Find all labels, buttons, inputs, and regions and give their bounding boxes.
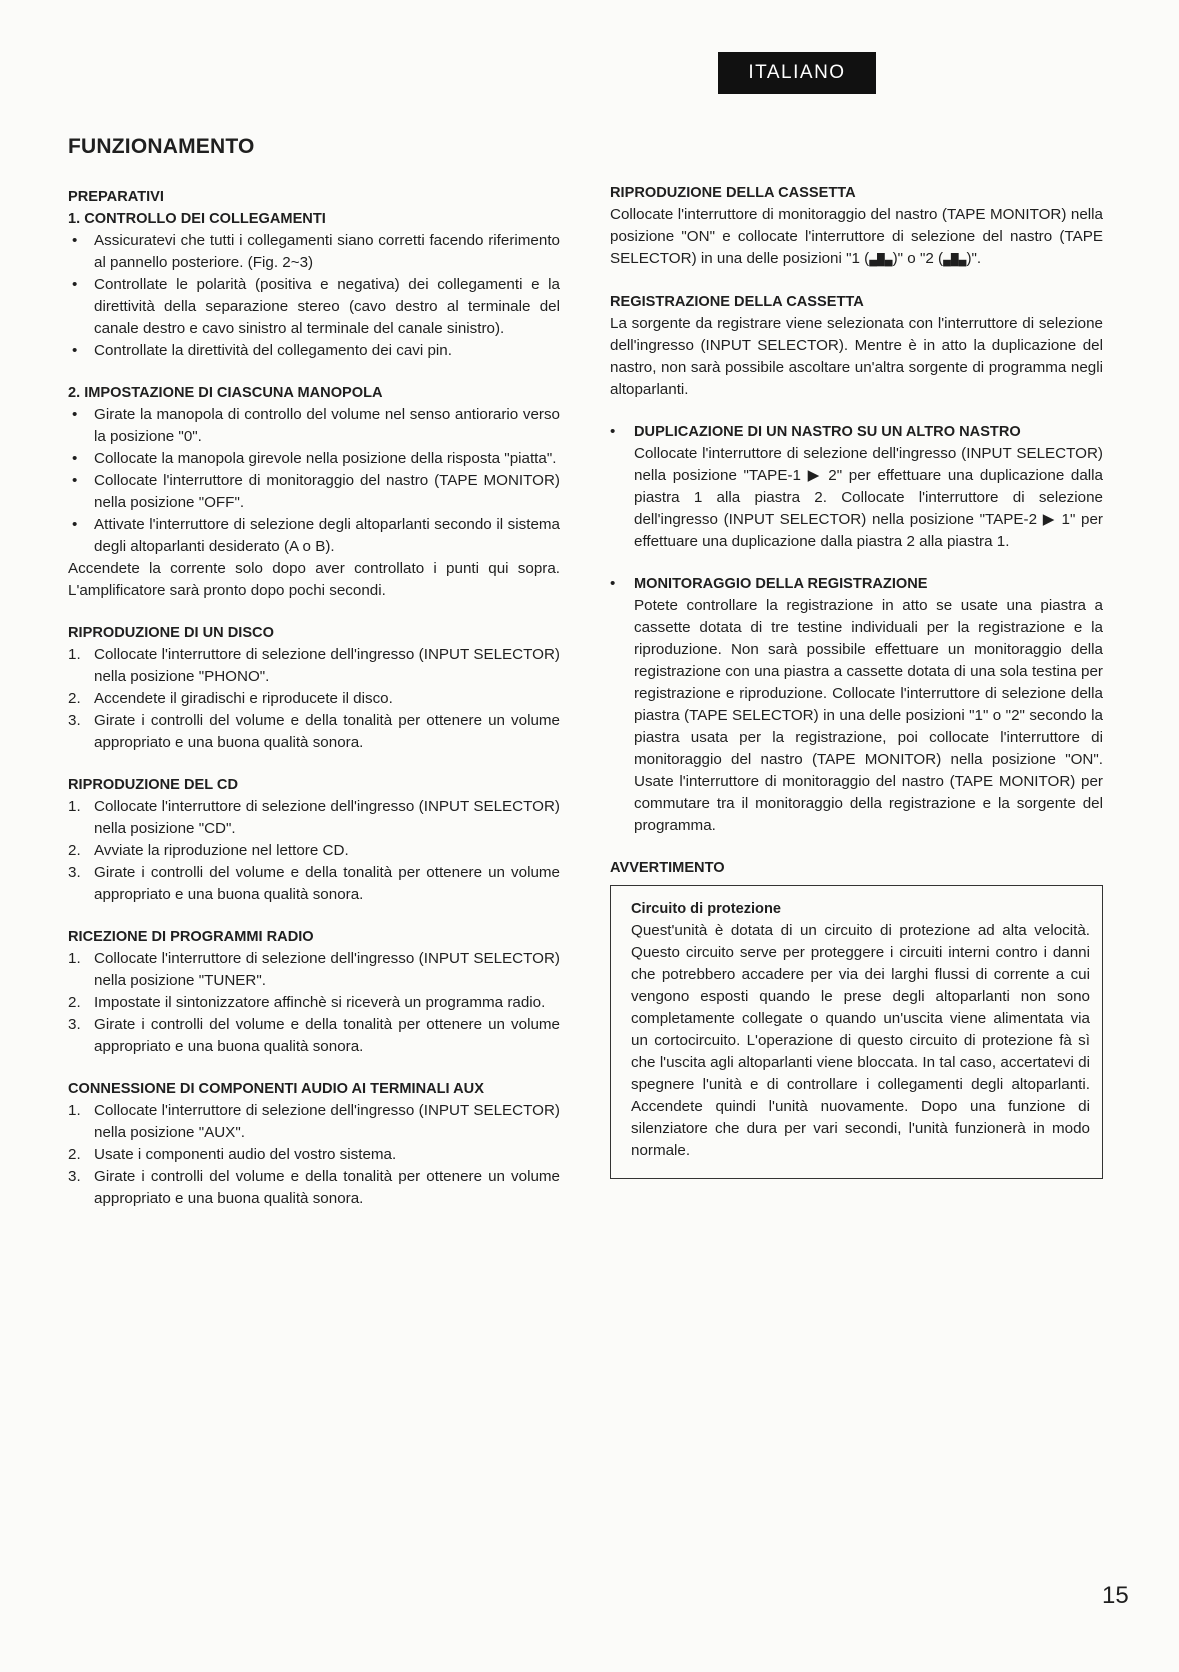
list-item: 3. Girate i controlli del volume e della tonalità per ottenere un volume appropriato e una buona qualità sonora. (68, 712, 560, 751)
section-cd-playback (68, 774, 560, 906)
list-item: • Girate la manopola di controllo del volume nel senso antiorario verso la posizione "0". (94, 404, 560, 448)
left-column (68, 186, 560, 1230)
language-badge: ITALIANO (718, 52, 876, 94)
knob-settings-heading: 2. IMPOSTAZIONE DI CIASCUNA MANOPOLA (68, 385, 383, 401)
section-disc-playback (68, 622, 560, 754)
list-item: 1. Collocate l'interruttore di selezione dell'ingresso (INPUT SELECTOR) nella posizione "CD". (68, 798, 560, 837)
protection-circuit-text: Quest'unità è dotata di un circuito di protezione ad alta velocità. Questo circuito serve per proteggere i circuiti interni contro i danni che potrebbero accadere per via dei larghi flussi di corrente a cui vengono esposti quando le prese degli altoparlanti non sono completamente collegate o quando un'uscita viene alimentata via un cortocircuito. L'operazione di questo circuito di protezione fà sì che l'uscita agli altoparlanti viene bloccata. In tal caso, accertatevi di spegnere l'unità e di controllare i collegamenti degli altoparlanti. Accendete quindi l'unità nuovamente. Dopo una funzione di silenziatore che dura per vari secondi, l'unità funzionerà in modo normale. (631, 922, 1090, 1159)
tape-record-icon: ▄█▄ (869, 254, 893, 266)
tape-duplication-heading: DUPLICAZIONE DI UN NASTRO SU UN ALTRO NASTRO (634, 424, 1021, 440)
list-item: 3. Girate i controlli del volume e della tonalità per ottenere un volume appropriato e una buona qualità sonora. (68, 1016, 560, 1055)
list-item: • Attivate l'interruttore di selezione degli altoparlanti secondo il sistema degli altoparlanti desiderato (A o B). (94, 514, 560, 558)
section-preparation (68, 186, 560, 362)
section-warning (610, 857, 1103, 1179)
recording-monitor-heading: MONITORAGGIO DELLA REGISTRAZIONE (634, 576, 928, 592)
section-cassette-recording (610, 291, 1103, 401)
connections-heading: 1. CONTROLLO DEI COLLEGAMENTI (68, 211, 326, 227)
section-recording-monitor (610, 573, 1103, 837)
list-item: 2. Accendete il giradischi e riproducete il disco. (68, 690, 393, 707)
tape-play-icon: ▄█▄ (943, 254, 967, 266)
list-item: 2. Usate i componenti audio del vostro sistema. (68, 1146, 397, 1163)
protection-circuit-title: Circuito di protezione (631, 901, 781, 917)
cassette-recording-heading: REGISTRAZIONE DELLA CASSETTA (610, 294, 864, 310)
list-item: 1. Collocate l'interruttore di selezione dell'ingresso (INPUT SELECTOR) nella posizione "AUX". (68, 1102, 560, 1141)
page-number: 15 (1102, 1582, 1129, 1609)
list-item: 2. Impostate il sintonizzatore affinchè si riceverà un programma radio. (68, 994, 546, 1011)
disc-playback-heading: RIPRODUZIONE DI UN DISCO (68, 625, 274, 641)
knob-settings-list (68, 404, 560, 558)
section-knob-settings (68, 382, 560, 602)
list-item: 1. Collocate l'interruttore di selezione dell'ingresso (INPUT SELECTOR) nella posizione "PHONO". (68, 646, 560, 685)
bullet-icon: • (610, 575, 616, 592)
list-item: • Collocate la manopola girevole nella posizione della risposta "piatta". (94, 448, 560, 470)
recording-monitor-text: Potete controllare la registrazione in atto se usate una piastra a cassette dotata di tre testine individuali per la registrazione e la riproduzione. Non sarà possibile effettuare un monitoraggio della registrazione con una piastra a cassette dotata di una sola testina per registrazione e riproduzione. Collocate l'interruttore di selezione della piastra (TAPE SELECTOR) in una delle posizioni "1" o "2" secondo la piastra usata per la registrazione, poi collocate l'interruttore di monitoraggio del nastro (TAPE MONITOR) nella posizione "ON". Usate l'interruttore di monitoraggio del nastro (TAPE MONITOR) per commutare tra il monitoraggio della registrazione e la sorgente del programma. (634, 597, 1103, 834)
list-item: • Controllate la direttività del collegamento dei cavi pin. (94, 340, 560, 362)
list-item: • Controllate le polarità (positiva e negativa) dei collegamenti e la direttività della separazione stereo (cavo destro al terminale del canale destro e cavo sinistro al terminale del canale sinistro). (94, 274, 560, 340)
protection-circuit-box (610, 885, 1103, 1179)
bullet-icon: • (610, 423, 616, 440)
connections-list (68, 230, 560, 362)
cd-playback-list (68, 796, 560, 906)
radio-heading: RICEZIONE DI PROGRAMMI RADIO (68, 929, 314, 945)
aux-heading: CONNESSIONE DI COMPONENTI AUDIO AI TERMINALI AUX (68, 1081, 484, 1097)
preparation-note: Accendete la corrente solo dopo aver controllato i punti qui sopra. L'amplificatore sarà pronto dopo pochi secondi. (68, 560, 560, 599)
preparation-heading: PREPARATIVI (68, 189, 164, 205)
list-item: • Collocate l'interruttore di monitoraggio del nastro (TAPE MONITOR) nella posizione "OFF". (94, 470, 560, 514)
section-cassette-playback (610, 182, 1103, 271)
list-item: 3. Girate i controlli del volume e della tonalità per ottenere un volume appropriato e una buona qualità sonora. (68, 1168, 560, 1207)
tape-duplication-text: Collocate l'interruttore di selezione dell'ingresso (INPUT SELECTOR) nella posizione "TAPE-1 ▶ 2" per effettuare una duplicazione dalla piastra 1 alla piastra 2. Collocate l'interruttore di selezione dell'ingresso (INPUT SELECTOR) nella posizione "TAPE-2 ▶ 1" per effettuare una duplicazione dalla piastra 2 alla piastra 1. (634, 445, 1103, 550)
disc-playback-list (68, 644, 560, 754)
section-aux (68, 1078, 560, 1210)
list-item: 1. Collocate l'interruttore di selezione dell'ingresso (INPUT SELECTOR) nella posizione "TUNER". (68, 950, 560, 989)
page-title: FUNZIONAMENTO (68, 135, 255, 158)
list-item: 3. Girate i controlli del volume e della tonalità per ottenere un volume appropriato e una buona qualità sonora. (68, 864, 560, 903)
cassette-recording-text: La sorgente da registrare viene selezionata con l'interruttore di selezione dell'ingresso (INPUT SELECTOR). Mentre è in atto la duplicazione del nastro, non sarà possibile ascoltare un'altra sorgente di programma negli altoparlanti. (610, 315, 1103, 398)
list-item: • Assicuratevi che tutti i collegamenti siano corretti facendo riferimento al pannello posteriore. (Fig. 2~3) (94, 230, 560, 274)
cassette-playback-heading: RIPRODUZIONE DELLA CASSETTA (610, 185, 856, 201)
section-tape-duplication (610, 421, 1103, 553)
cd-playback-heading: RIPRODUZIONE DEL CD (68, 777, 239, 793)
warning-heading: AVVERTIMENTO (610, 860, 725, 876)
radio-list (68, 948, 560, 1058)
list-item: 2. Avviate la riproduzione nel lettore CD. (68, 842, 349, 859)
right-column (610, 182, 1103, 1199)
section-radio (68, 926, 560, 1058)
aux-list (68, 1100, 560, 1210)
cassette-playback-text: Collocate l'interruttore di monitoraggio del nastro (TAPE MONITOR) nella posizione "ON" e collocate l'interruttore di selezione del nastro (TAPE SELECTOR) in una delle posizioni "1 (▄█▄)" o "2 (▄█▄)". (610, 204, 1103, 271)
